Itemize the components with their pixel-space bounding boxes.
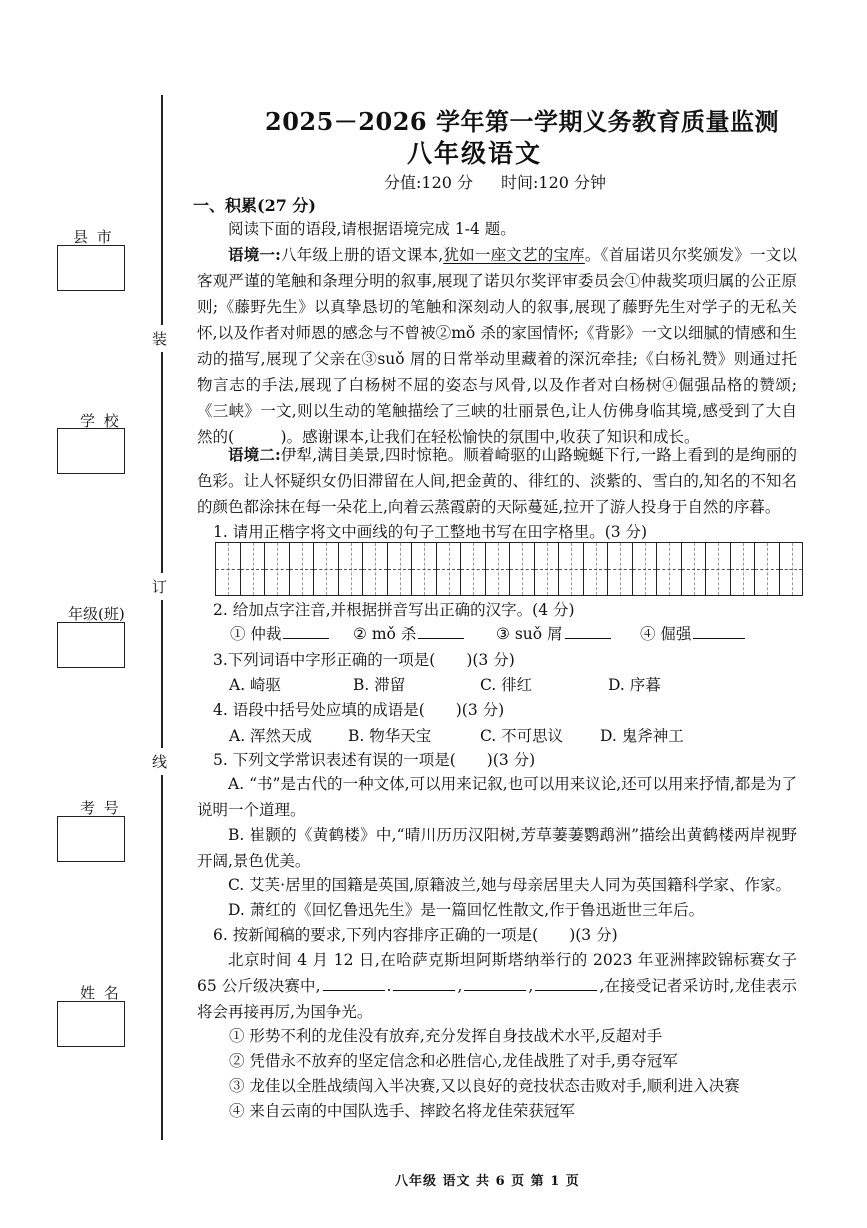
context-one bbox=[197, 242, 797, 450]
q3-option-d[interactable]: D. 序暮 bbox=[608, 676, 661, 694]
q3-option-b[interactable]: B. 滞留 bbox=[353, 676, 406, 694]
grid-cell[interactable] bbox=[362, 542, 387, 596]
question-4: 4. 语段中括号处应填的成语是( )(3 分) bbox=[213, 701, 505, 719]
grid-cell[interactable] bbox=[681, 542, 706, 596]
q6-item-3: ③ 龙佳以全胜战绩闯入半决赛,又以良好的竞技状态击败对手,顺利进入决赛 bbox=[229, 1077, 740, 1095]
exam-number-field[interactable] bbox=[57, 816, 125, 862]
q5-option-c[interactable]: C. 艾芙·居里的国籍是英国,原籍波兰,她与母亲居里夫人同为英国籍科学家、作家。 bbox=[228, 876, 791, 894]
page-footer: 八年级 语文 共 6 页 第 1 页 bbox=[395, 1174, 580, 1189]
q4-option-c[interactable]: C. 不可思议 bbox=[480, 727, 564, 745]
label-exam-number: 考 号 bbox=[80, 799, 121, 817]
section-intro: 阅读下面的语段,请根据语境完成 1-4 题。 bbox=[228, 220, 516, 238]
grid-cell[interactable] bbox=[387, 542, 412, 596]
county-field[interactable] bbox=[57, 245, 125, 291]
name-field[interactable] bbox=[57, 1001, 125, 1047]
context-one-text-a: 八年级上册的语文课本, bbox=[280, 246, 444, 264]
grid-cell[interactable] bbox=[656, 542, 681, 596]
subject-title: 八年级语文 bbox=[407, 139, 543, 168]
section-heading: 一、积累(27 分) bbox=[193, 196, 316, 215]
context-one-text-b: 。《首届诺贝尔奖颁发》一文以客观严谨的笔触和条理分明的叙事,展现了诺贝尔奖评审委员会①仲裁奖项归属的公正原则;《藤野先生》以真挚恳切的笔触和深刻动人的叙事,展现了藤野先生对学子的无私关怀,以及作者对师恩的感念与不曾被②mǒ 杀的家国情怀;《背影》一文以细腻的情感和生动的描写,展现了父亲在③suǒ 屑的日常举动里藏着的深沉牵挂;《白杨礼赞》则通过托物言志的手法,展现了白杨树不屈的姿态与风骨,以及作者对白杨树④倔强品格的赞颂;《三峡》一文,则以生动的笔触描绘了三峡的壮丽景色,让人仿佛身临其境,感受到了大自然的( )。感谢课本,让我们在轻松愉快的氛围中,收获了知识和成长。 bbox=[197, 246, 797, 446]
question-2: 2. 给加点字注音,并根据拼音写出正确的汉字。(4 分) bbox=[213, 601, 575, 619]
q5-option-b[interactable]: B. 崔颢的《黄鹤楼》中,“晴川历历汉阳树,芳草萋萋鹦鹉洲”描绘出黄鹤楼两岸视野开阔,景色优美。 bbox=[197, 826, 797, 870]
q6-text-a: 北京时间 4 月 12 日,在哈萨克斯坦阿斯塔纳举行的 2023 年亚洲摔跤锦标赛女子 bbox=[228, 951, 797, 969]
grid-cell[interactable] bbox=[534, 542, 559, 596]
grid-cell[interactable] bbox=[264, 542, 289, 596]
label-school: 学 校 bbox=[80, 412, 121, 430]
grid-cell[interactable] bbox=[460, 542, 485, 596]
q4-option-b[interactable]: B. 物华天宝 bbox=[348, 727, 432, 745]
q6-text-d: 采访时,龙佳表示将会再接再厉,为国争光。 bbox=[197, 977, 797, 1021]
grade-field[interactable] bbox=[57, 622, 125, 668]
q6-blank-1[interactable] bbox=[323, 976, 385, 991]
q6-item-4: ④ 来自云南的中国队选手、摔跤名将龙佳荣获冠军 bbox=[229, 1102, 575, 1120]
binding-char-xian: 线 bbox=[152, 748, 167, 775]
q6-news-text: 北京时间 4 月 12 日,在哈萨克斯坦阿斯塔纳举行的 2023 年亚洲摔跤锦标赛女子65 公斤级决赛中, . , , ,在接受记者采访时,龙佳表示将会再接再厉,为国争光。 bbox=[197, 951, 797, 1021]
grid-cell[interactable] bbox=[509, 542, 534, 596]
grid-cell[interactable] bbox=[583, 542, 608, 596]
grid-cell[interactable] bbox=[240, 542, 265, 596]
school-field[interactable] bbox=[57, 428, 125, 474]
q6-item-2: ② 凭借永不放弃的坚定信念和必胜信心,龙佳战胜了对手,勇夺冠军 bbox=[229, 1052, 678, 1070]
grid-cell[interactable] bbox=[485, 542, 510, 596]
grid-cell[interactable] bbox=[313, 542, 338, 596]
q4-option-a[interactable]: A. 浑然天成 bbox=[229, 727, 313, 745]
score-time-line bbox=[384, 170, 634, 193]
q3-option-a[interactable]: A. 崎驱 bbox=[229, 676, 282, 694]
grid-cell[interactable] bbox=[754, 542, 779, 596]
q6-item-1: ① 形势不利的龙佳没有放弃,充分发挥自身技战术水平,反超对手 bbox=[229, 1027, 663, 1045]
binding-char-zhuang: 装 bbox=[152, 325, 167, 352]
q2-item-3: ③ suǒ 屑 bbox=[496, 622, 613, 644]
q6-blank-3[interactable] bbox=[464, 976, 526, 991]
exam-title: 2025－2026 学年第一学期义务教育质量监测 bbox=[265, 107, 779, 136]
q2-answer-4[interactable] bbox=[693, 624, 745, 639]
binding-line bbox=[161, 95, 163, 1140]
time-text: 时间:120 分钟 bbox=[501, 173, 607, 192]
grid-cell[interactable] bbox=[705, 542, 730, 596]
label-county: 县 市 bbox=[73, 228, 114, 246]
q6-text-c: ,在接受记者 bbox=[599, 977, 683, 995]
score-text: 分值:120 分 bbox=[384, 173, 474, 192]
context-two bbox=[197, 442, 797, 520]
binding-char-ding: 订 bbox=[152, 573, 167, 600]
label-name: 姓 名 bbox=[80, 984, 121, 1002]
q2-item-1: ① 仲裁 bbox=[230, 622, 331, 644]
q6-blank-4[interactable] bbox=[535, 976, 597, 991]
q6-text-b: 65 公斤级决赛中, bbox=[197, 977, 321, 995]
q5-option-d[interactable]: D. 萧红的《回忆鲁迅先生》是一篇回忆性散文,作于鲁迅逝世三年后。 bbox=[228, 901, 705, 919]
context-one-underlined: 犹如一座文艺的宝库 bbox=[443, 246, 585, 264]
question-1: 1. 请用正楷字将文中画线的句子工整地书写在田字格里。(3 分) bbox=[213, 523, 648, 541]
grid-cell[interactable] bbox=[215, 542, 240, 596]
grid-cell[interactable] bbox=[779, 542, 804, 596]
question-5: 5. 下列文学常识表述有误的一项是( )(3 分) bbox=[213, 751, 536, 769]
context-two-label: 语境二: bbox=[228, 445, 281, 464]
question-3: 3.下列词语中字形正确的一项是( )(3 分) bbox=[213, 651, 515, 669]
q2-answer-2[interactable] bbox=[418, 624, 464, 639]
grid-cell[interactable] bbox=[558, 542, 583, 596]
q6-blank-2[interactable] bbox=[393, 976, 455, 991]
q4-option-d[interactable]: D. 鬼斧神工 bbox=[600, 727, 684, 745]
q2-item-2: ② mǒ 杀 bbox=[353, 622, 466, 644]
label-grade: 年级(班) bbox=[68, 605, 125, 623]
grid-cell[interactable] bbox=[632, 542, 657, 596]
grid-cell[interactable] bbox=[411, 542, 436, 596]
question-6: 6. 按新闻稿的要求,下列内容排序正确的一项是( )(3 分) bbox=[213, 926, 618, 944]
writing-grid[interactable] bbox=[215, 542, 803, 596]
grid-cell[interactable] bbox=[436, 542, 461, 596]
grid-cell[interactable] bbox=[607, 542, 632, 596]
q2-answer-1[interactable] bbox=[283, 624, 329, 639]
q2-item-4: ④ 倔强 bbox=[640, 622, 747, 644]
grid-cell[interactable] bbox=[338, 542, 363, 596]
grid-cell[interactable] bbox=[730, 542, 755, 596]
grid-cell[interactable] bbox=[289, 542, 314, 596]
q3-option-c[interactable]: C. 徘红 bbox=[480, 676, 533, 694]
q2-answer-3[interactable] bbox=[565, 624, 611, 639]
context-one-label: 语境一: bbox=[228, 245, 281, 264]
context-two-text: 伊犁,满目美景,四时惊艳。顺着崎驱的山路蜿蜒下行,一路上看到的是绚丽的色彩。让人怀疑织女仍旧滞留在人间,把金黄的、徘红的、淡紫的、雪白的,知名的不知名的颜色都涂抹在每一朵花上,向着云蒸霞蔚的天际蔓延,拉开了游人投身于自然的序暮。 bbox=[197, 446, 797, 516]
q5-option-a[interactable]: A. “书”是古代的一种文体,可以用来记叙,也可以用来议论,还可以用来抒情,都是为了说明一个道理。 bbox=[197, 775, 797, 819]
